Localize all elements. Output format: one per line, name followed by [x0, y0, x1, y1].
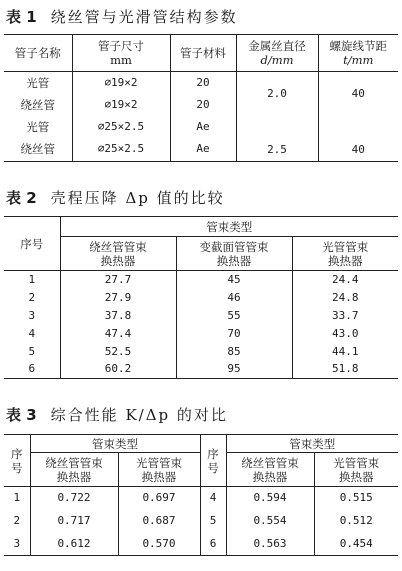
cell-pipe-name: 光管	[26, 119, 50, 134]
header-col1-left	[30, 453, 118, 487]
cell-seq-left: 1	[13, 491, 21, 505]
table-row	[4, 325, 398, 343]
header-seq-left-line2: 号	[11, 460, 23, 475]
cell-pipe-size: ∅25×2.5	[72, 138, 170, 162]
cell-col2: 85	[176, 343, 292, 361]
table2-label: 表 2	[6, 189, 37, 207]
cell-material: Ae	[170, 138, 236, 162]
table-row	[4, 307, 398, 325]
cell-material: 20	[170, 72, 236, 94]
cell-col2-right: 0.512	[314, 510, 398, 533]
header-pipe-size	[72, 35, 170, 72]
table1	[4, 34, 398, 162]
header-col1-left-line1: 绕丝管管束	[45, 455, 103, 470]
cell-col3: 44.1	[292, 343, 398, 361]
cell-col2-right: 0.454	[314, 533, 398, 556]
header-pipe-size-unit: mm	[110, 53, 132, 67]
header-wire-diameter-label: 金属丝直径	[248, 39, 306, 53]
cell-col1: 27.9	[60, 289, 176, 307]
header-seq-right	[200, 435, 226, 487]
cell-col3: 33.7	[292, 307, 398, 325]
cell-col1-right: 0.554	[226, 510, 314, 533]
header-col2-left-line1: 光管管束	[136, 455, 182, 470]
cell-col3: 43.0	[292, 325, 398, 343]
header-col2-right-line1: 光管管束	[333, 455, 380, 470]
table1-title: 绕丝管与光滑管结构参数	[50, 8, 238, 26]
header-pipe-size-label: 管子尺寸	[98, 39, 144, 53]
table3-header-row	[4, 435, 398, 453]
cell-col2-left: 0.687	[118, 510, 200, 533]
cell-col1: 27.7	[60, 271, 176, 289]
table2-caption	[6, 187, 225, 208]
header-col1-right-line2: 换热器	[252, 469, 288, 484]
cell-seq: 2	[28, 290, 36, 304]
header-col1-left-line2: 换热器	[56, 469, 92, 484]
header-group-left: 管束类型	[30, 435, 200, 453]
cell-pipe-name: 绕丝管	[20, 142, 55, 157]
header-seq-right-line1: 序	[207, 446, 219, 461]
cell-seq-right: 5	[200, 510, 226, 533]
cell-col2: 45	[176, 271, 292, 289]
cell-col1: 47.4	[60, 325, 176, 343]
table2-subheader-row	[4, 237, 398, 271]
cell-seq-right: 4	[200, 487, 226, 510]
header-col1-right-line1: 绕丝管管束	[241, 455, 299, 470]
cell-seq: 5	[28, 344, 36, 358]
cell-col1-left: 0.717	[30, 510, 118, 533]
header-col2	[176, 237, 292, 271]
table3-label: 表 3	[6, 406, 37, 424]
table3	[4, 434, 398, 556]
cell-col1-left: 0.722	[30, 487, 118, 510]
header-col2-right-line2: 换热器	[339, 469, 374, 484]
cell-wire-diameter: 2.5	[236, 116, 318, 162]
header-col3-line1: 光管管束	[322, 239, 369, 254]
cell-col1-right: 0.594	[226, 487, 314, 510]
header-col3	[292, 237, 398, 271]
table-row	[4, 510, 398, 533]
cell-material: 20	[170, 94, 236, 116]
header-material: 管子材料	[170, 35, 236, 72]
cell-wire-diameter: 2.0	[236, 72, 318, 116]
header-pipe-name: 管子名称	[14, 46, 61, 60]
cell-col2: 55	[176, 307, 292, 325]
cell-col2: 46	[176, 289, 292, 307]
cell-seq-right: 6	[200, 533, 226, 556]
cell-seq: 6	[28, 362, 36, 376]
header-seq-right-line2: 号	[207, 460, 219, 475]
cell-pipe-name: 光管	[26, 75, 50, 90]
header-group: 管束类型	[60, 217, 398, 237]
table-row	[4, 343, 398, 361]
cell-material: Ae	[170, 116, 236, 138]
cell-seq: 3	[28, 308, 36, 322]
table-row	[4, 289, 398, 307]
table2-header-row	[4, 217, 398, 237]
header-col3-line2: 换热器	[328, 253, 363, 268]
table1-caption	[6, 6, 238, 27]
header-wire-diameter	[236, 35, 318, 72]
cell-pipe-name: 绕丝管	[20, 97, 55, 112]
header-col2-left	[118, 453, 200, 487]
cell-helix-pitch: 40	[318, 116, 398, 162]
table2	[4, 216, 398, 379]
table-row	[4, 271, 398, 289]
cell-seq: 1	[28, 272, 36, 286]
cell-col3: 24.8	[292, 289, 398, 307]
cell-col1: 52.5	[60, 343, 176, 361]
header-col2-line1: 变截面管管束	[199, 239, 269, 254]
header-col2-right	[314, 453, 398, 487]
table-row	[4, 361, 398, 379]
cell-seq-left: 2	[13, 514, 21, 527]
table1-header-row	[4, 35, 398, 72]
cell-pipe-size: ∅19×2	[72, 72, 170, 94]
table-row	[4, 533, 398, 556]
header-col1	[60, 237, 176, 271]
header-seq: 序号	[20, 236, 44, 251]
table-row	[4, 72, 398, 94]
header-col1-line2: 换热器	[100, 253, 136, 268]
cell-col2: 95	[176, 361, 292, 379]
header-col1-line1: 绕丝管管束	[89, 239, 147, 254]
header-group-right: 管束类型	[226, 435, 398, 453]
cell-col1-right: 0.563	[226, 533, 314, 556]
table-row	[4, 116, 398, 138]
cell-col3: 51.8	[292, 361, 398, 379]
cell-helix-pitch: 40	[318, 72, 398, 116]
table2-title: 壳程压降 Δp 值的比较	[50, 189, 225, 207]
header-helix-pitch-label: 螺旋线节距	[329, 39, 387, 53]
cell-col1-left: 0.612	[30, 533, 118, 556]
cell-col3: 24.4	[292, 271, 398, 289]
cell-pipe-size: ∅25×2.5	[72, 116, 170, 138]
cell-col2: 70	[176, 325, 292, 343]
cell-pipe-size: ∅19×2	[72, 94, 170, 116]
header-col2-line2: 换热器	[216, 253, 252, 268]
header-col1-right	[226, 453, 314, 487]
table-row	[4, 487, 398, 510]
table3-title: 综合性能 K/Δp 的对比	[50, 406, 228, 424]
header-seq-left-line1: 序	[11, 446, 23, 461]
header-wire-diameter-unit: d/mm	[260, 53, 294, 67]
cell-col2-left: 0.570	[118, 533, 200, 556]
cell-col2-right: 0.515	[314, 487, 398, 510]
header-seq-left	[4, 435, 30, 487]
cell-seq-left: 3	[13, 536, 21, 550]
header-helix-pitch-unit: t/mm	[343, 53, 374, 67]
cell-col1: 37.8	[60, 307, 176, 325]
header-helix-pitch	[318, 35, 398, 72]
cell-col2-left: 0.697	[118, 487, 200, 510]
table1-label: 表 1	[6, 8, 37, 26]
header-col2-left-line2: 换热器	[141, 469, 177, 484]
table3-caption	[6, 404, 228, 425]
cell-seq: 4	[28, 326, 36, 340]
cell-col1: 60.2	[60, 361, 176, 379]
